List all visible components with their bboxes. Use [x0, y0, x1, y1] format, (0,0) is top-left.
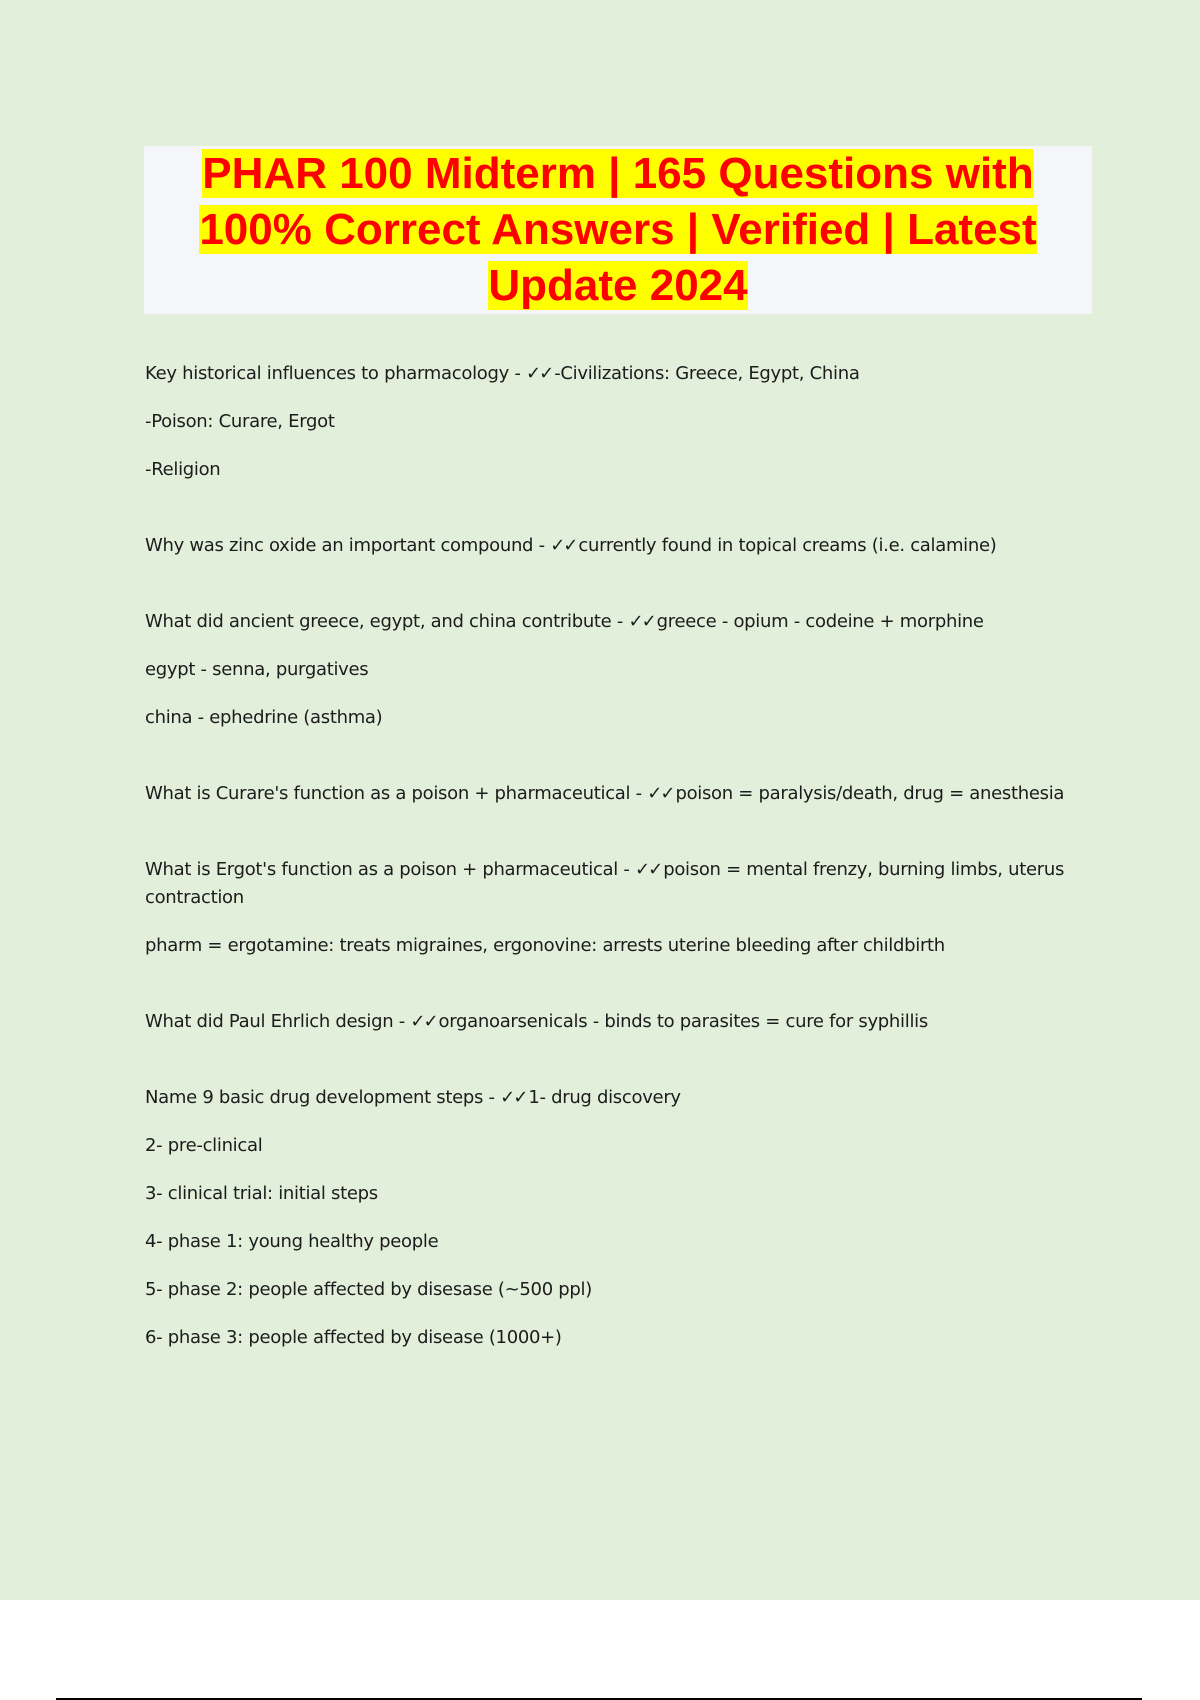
answer-text: 1- drug discovery: [528, 1087, 681, 1108]
answer-text: currently found in topical creams (i.e. calamine): [578, 535, 997, 556]
qa-question-line: [145, 780, 1095, 808]
question-text: What is Curare's function as a poison + pharmaceutical -: [145, 783, 648, 804]
answer-line: pharm = ergotamine: treats migraines, ergonovine: arrests uterine bleeding after childbirth: [145, 935, 945, 956]
answer-text: -Civilizations: Greece, Egypt, China: [554, 363, 860, 384]
qa-question-line: [145, 1008, 1095, 1036]
answer-line: -Religion: [145, 459, 221, 480]
question-text: Key historical influences to pharmacology -: [145, 363, 527, 384]
qa-question-line: [145, 360, 1095, 388]
qa-question-line: [145, 608, 1095, 636]
checkmark-icon: ✓✓: [410, 1011, 437, 1032]
qa-item: [145, 360, 1095, 484]
checkmark-icon: ✓✓: [635, 859, 662, 880]
checkmark-icon: ✓✓: [647, 783, 674, 804]
answer-line: egypt - senna, purgatives: [145, 659, 369, 680]
qa-question-line: [145, 1084, 1095, 1112]
answer-text: organoarsenicals - binds to parasites = cure for syphillis: [438, 1011, 928, 1032]
answer-line: 6- phase 3: people affected by disease (1000+): [145, 1327, 562, 1348]
answer-line: 2- pre-clinical: [145, 1135, 263, 1156]
qa-list: [145, 360, 1095, 1400]
checkmark-icon: ✓✓: [550, 535, 577, 556]
checkmark-icon: ✓✓: [526, 363, 553, 384]
answer-line: 5- phase 2: people affected by disesase (~500 ppl): [145, 1279, 592, 1300]
checkmark-icon: ✓✓: [500, 1087, 527, 1108]
qa-item: [145, 1084, 1095, 1352]
question-text: What did Paul Ehrlich design -: [145, 1011, 411, 1032]
answer-text: poison = paralysis/death, drug = anesthesia: [675, 783, 1065, 804]
answer-text: poison = mental frenzy, burning limbs, uterus contraction: [145, 859, 1065, 908]
qa-item: [145, 780, 1095, 808]
qa-item: [145, 856, 1095, 960]
answer-line: 4- phase 1: young healthy people: [145, 1231, 439, 1252]
answer-line: 3- clinical trial: initial steps: [145, 1183, 378, 1204]
question-text: What is Ergot's function as a poison + pharmaceutical -: [145, 859, 636, 880]
qa-item: [145, 1008, 1095, 1036]
document-title: PHAR 100 Midterm | 165 Questions with 100% Correct Answers | Verified | Latest Update 2024: [199, 149, 1037, 310]
question-text: Why was zinc oxide an important compound -: [145, 535, 551, 556]
qa-item: [145, 608, 1095, 732]
answer-text: greece - opium - codeine + morphine: [656, 611, 984, 632]
title-box: [144, 146, 1092, 314]
qa-question-line: [145, 856, 1095, 912]
question-text: What did ancient greece, egypt, and china contribute -: [145, 611, 629, 632]
answer-line: -Poison: Curare, Ergot: [145, 411, 335, 432]
qa-item: [145, 532, 1095, 560]
checkmark-icon: ✓✓: [628, 611, 655, 632]
question-text: Name 9 basic drug development steps -: [145, 1087, 501, 1108]
qa-question-line: [145, 532, 1095, 560]
answer-line: china - ephedrine (asthma): [145, 707, 383, 728]
